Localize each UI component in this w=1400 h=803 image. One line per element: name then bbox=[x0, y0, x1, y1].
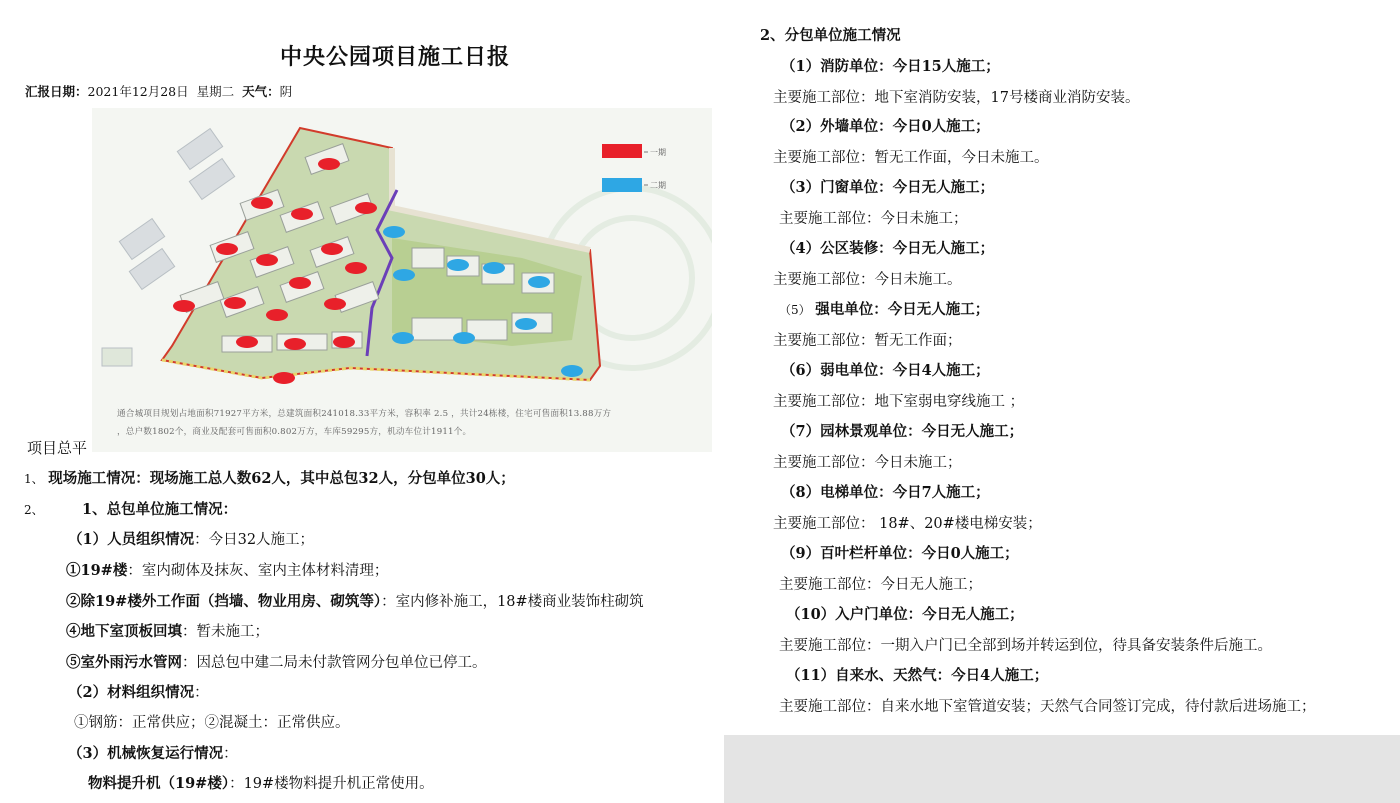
hoist-value: ：19#楼物料提升机正常使用。 bbox=[229, 776, 434, 792]
report-date: 2021年12月28日 bbox=[87, 84, 189, 99]
staff-value: ：今日32人施工； bbox=[194, 532, 315, 548]
report-title: 中央公园项目施工日报 bbox=[279, 44, 510, 70]
backfill-label: ④地下室顶板回填 bbox=[66, 623, 182, 640]
staff-label: （1）人员组织情况 bbox=[68, 531, 195, 548]
sub-6-work: 主要施工部位：地下室弱电穿线施工 ； bbox=[773, 394, 1025, 410]
paragraph-building-19 bbox=[66, 561, 388, 581]
summary-item-2 bbox=[24, 500, 44, 520]
paragraph-supply: ①钢筋：正常供应；②混凝土：正常供应。 bbox=[74, 715, 350, 731]
sub-1-work: 主要施工部位：地下室消防安装，17号楼商业消防安装。 bbox=[773, 90, 1140, 106]
section-heading: 项目总平 bbox=[27, 439, 88, 457]
report-date-line bbox=[25, 82, 292, 100]
pipe-network-label: ⑤室外雨污水管网 bbox=[66, 654, 182, 671]
materials-colon: ： bbox=[194, 685, 209, 701]
building-19-value: ：室内砌体及抹灰、室内主体材料清理； bbox=[127, 563, 389, 579]
sub-9-work: 主要施工部位：今日无人施工； bbox=[779, 577, 982, 593]
sub-5-title bbox=[779, 300, 989, 320]
sub-11-title: （11）自来水、天然气：今日4人施工； bbox=[786, 667, 1049, 684]
materials-label: （2）材料组织情况 bbox=[68, 684, 195, 701]
sub-2-work: 主要施工部位：暂无工作面，今日未施工。 bbox=[773, 150, 1049, 166]
sub-4-work: 主要施工部位：今日未施工。 bbox=[773, 272, 962, 288]
sub-8-title: （8）电梯单位：今日7人施工； bbox=[781, 484, 990, 501]
other-work-label: ②除19#楼外工作面（挡墙、物业用房、砌筑等） bbox=[66, 593, 382, 610]
paragraph-materials bbox=[68, 683, 209, 703]
sub-5-work: 主要施工部位：暂无工作面； bbox=[773, 333, 962, 349]
summary-item-1 bbox=[24, 469, 515, 489]
sub-9-title: （9）百叶栏杆单位：今日0人施工； bbox=[781, 545, 1019, 562]
machinery-colon: ： bbox=[223, 746, 238, 762]
paragraph-machinery bbox=[68, 744, 238, 764]
backfill-value: ：暂未施工； bbox=[182, 624, 269, 640]
paragraph-backfill bbox=[66, 622, 269, 642]
item-2-text: 1、总包单位施工情况： bbox=[82, 501, 238, 518]
hoist-label: 物料提升机（19#楼） bbox=[88, 775, 230, 792]
item-2-number: 2、 bbox=[24, 503, 44, 517]
paragraph-other-work bbox=[66, 592, 644, 612]
sub-6-title: （6）弱电单位：今日4人施工； bbox=[781, 362, 990, 379]
sub-8-work: 主要施工部位： 18#、20#楼电梯安装； bbox=[773, 516, 1042, 532]
other-work-value: ：室内修补施工，18#楼商业装饰柱砌筑 bbox=[381, 594, 644, 610]
sub-10-work: 主要施工部位：一期入户门已全部到场并转运到位，待具备安装条件后施工。 bbox=[779, 638, 1272, 654]
item-1-number: 1、 bbox=[24, 472, 44, 486]
sub-1-title: （1）消防单位：今日15人施工； bbox=[781, 58, 1000, 75]
item-2-heading bbox=[82, 500, 237, 520]
report-date-label: 汇报日期： bbox=[25, 84, 88, 99]
sub-5-number: （5） bbox=[779, 303, 811, 317]
sub-7-work: 主要施工部位：今日未施工； bbox=[773, 455, 962, 471]
pipe-network-value: ：因总包中建二局未付款管网分包单位已停工。 bbox=[182, 655, 487, 671]
sub-7-title: （7）园林景观单位：今日无人施工； bbox=[781, 423, 1024, 440]
sub-3-work: 主要施工部位：今日未施工； bbox=[779, 211, 968, 227]
svg-text:二期: 二期 bbox=[650, 181, 666, 190]
subcontract-heading: 2、分包单位施工情况 bbox=[760, 27, 901, 44]
sub-4-title: （4）公区装修：今日无人施工； bbox=[781, 240, 995, 257]
plan-caption-1: 通合城项目规划占地面积71927平方米，总建筑面积241018.33平方米，容积率 2.5 ，共计24栋楼，住宅可售面积13.88万方 bbox=[117, 409, 612, 419]
plan-caption-2: ，总户数1802个，商业及配套可售面积0.802万方，车库59295方，机动车位计1911个。 bbox=[117, 427, 472, 437]
item-1-text: 现场施工情况：现场施工总人数62人，其中总包32人，分包单位30人； bbox=[48, 470, 515, 487]
building-19-label: ①19#楼 bbox=[66, 562, 128, 579]
empty-area bbox=[724, 735, 1400, 803]
weekday: 星期二 bbox=[196, 84, 235, 99]
site-plan-image bbox=[92, 108, 712, 452]
svg-text:一期: 一期 bbox=[650, 148, 666, 157]
paragraph-staff bbox=[68, 530, 314, 550]
sub-11-work: 主要施工部位：自来水地下室管道安装；天然气合同签订完成，待付款后进场施工； bbox=[779, 699, 1316, 715]
weather-label: 天气： bbox=[242, 84, 280, 99]
weather: 阴 bbox=[279, 84, 293, 99]
sub-2-title: （2）外墙单位：今日0人施工； bbox=[781, 118, 990, 135]
sub-5-title-text: 强电单位：今日无人施工； bbox=[815, 301, 990, 318]
paragraph-hoist bbox=[88, 774, 434, 794]
paragraph-pipe-network bbox=[66, 653, 487, 673]
sub-3-title: （3）门窗单位：今日无人施工； bbox=[781, 179, 995, 196]
machinery-label: （3）机械恢复运行情况 bbox=[68, 745, 224, 762]
sub-10-title: （10）入户门单位：今日无人施工； bbox=[786, 606, 1024, 623]
